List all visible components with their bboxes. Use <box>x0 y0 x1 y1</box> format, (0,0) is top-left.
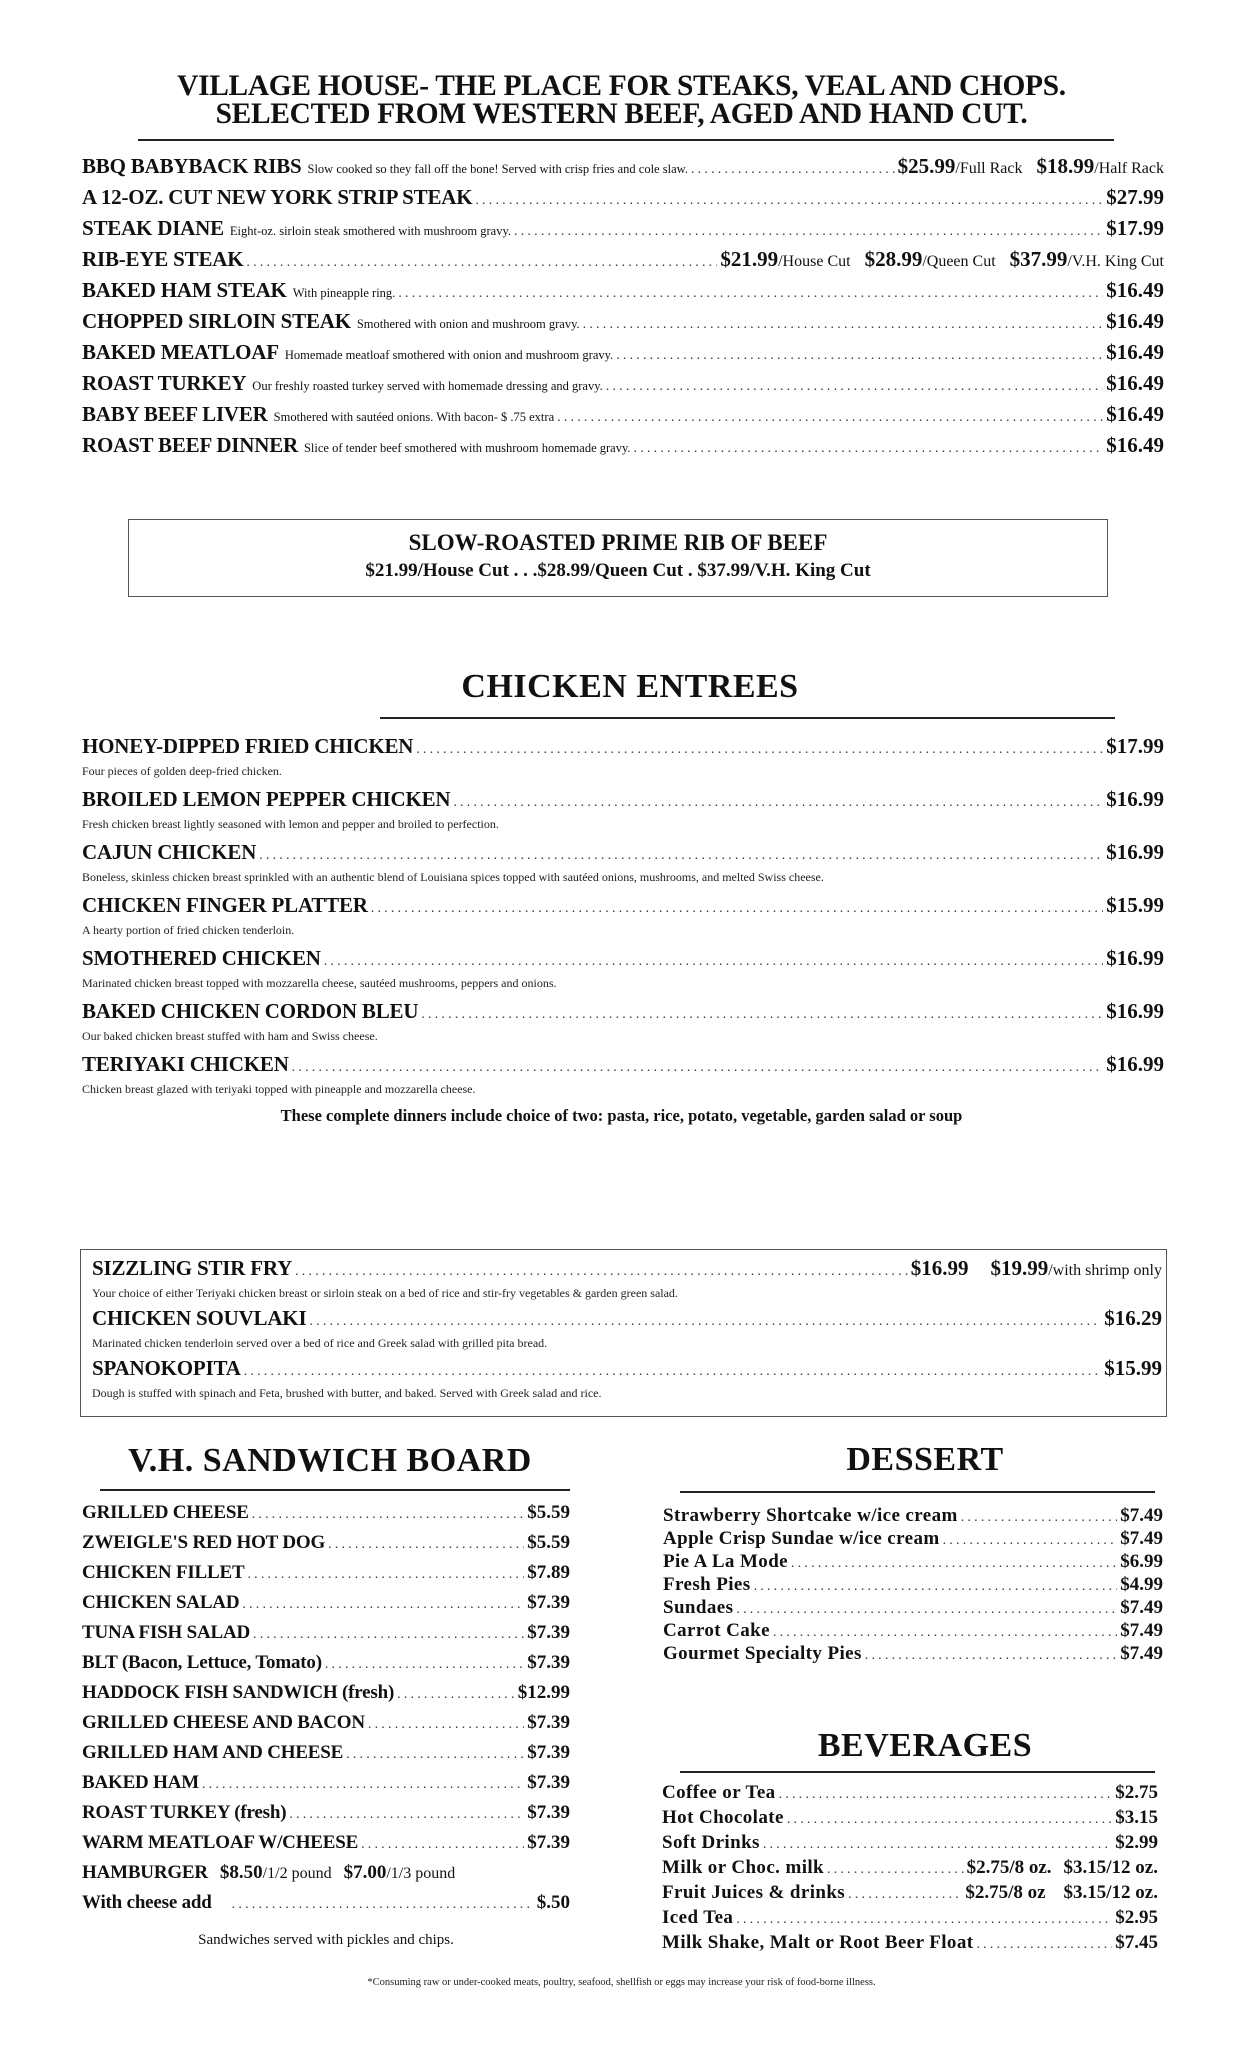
menu-item-coffee-or-tea <box>662 1782 1158 1804</box>
item-price: $2.75 <box>1115 1782 1158 1803</box>
item-name: Pie A La Mode <box>663 1551 788 1572</box>
item-price: $8.50 <box>219 1862 263 1883</box>
menu-item-soft-drinks <box>662 1832 1158 1854</box>
item-price: $16.49 <box>1106 433 1164 457</box>
dot-leader <box>292 1060 1104 1076</box>
menu-item-blt <box>82 1652 570 1674</box>
chicken-divider <box>380 717 1115 719</box>
item-price: $16.49 <box>1106 371 1164 395</box>
item-price: $28.99 <box>864 247 923 271</box>
menu-item-sizzling-stir-fry: SIZZLING STIR FRY ..... $16.99 $19.99/with shrimp only <box>92 1256 1162 1281</box>
item-price: $25.99 <box>897 154 956 178</box>
menu-item-grilled-cheese <box>82 1502 570 1524</box>
item-price: $16.99 <box>1106 1052 1164 1076</box>
dot-leader <box>691 162 895 178</box>
menu-item-red-hot-dog <box>82 1532 570 1554</box>
item-price: $16.99 <box>1106 946 1164 970</box>
item-desc: Marinated chicken breast topped with mozzarella cheese, sautéed mushrooms, peppers and onions. <box>82 976 557 990</box>
item-name: SMOTHERED CHICKEN <box>82 946 321 970</box>
menu-item-baked-chicken-cordon-bleu <box>82 999 1164 1024</box>
menu-item-milk <box>662 1857 1158 1879</box>
item-desc: Dough is stuffed with spinach and Feta, brushed with butter, and baked. Served with Greek salad and rice. <box>92 1386 602 1400</box>
item-desc: Your choice of either Teriyaki chicken breast or sirloin steak on a bed of rice and stir-fry vegetables & garden green salad. <box>92 1286 678 1300</box>
dot-leader <box>246 255 717 271</box>
menu-item-ny-strip-steak <box>82 185 1164 210</box>
item-price: $7.49 <box>1120 1620 1163 1641</box>
menu-header <box>110 69 1132 130</box>
item-name: WARM MEATLOAF W/CHEESE <box>82 1832 359 1853</box>
dot-leader <box>324 954 1104 970</box>
item-price: $7.39 <box>527 1802 570 1823</box>
menu-item-grilled-ham-cheese <box>82 1742 570 1764</box>
sandwich-section-title: V.H. SANDWICH BOARD <box>128 1442 532 1479</box>
prime-rib-prices: $21.99/House Cut . . .$28.99/Queen Cut . $37.99/V.H. King Cut <box>365 560 871 581</box>
item-price: $15.99 <box>1106 893 1164 917</box>
menu-item-sundaes <box>663 1597 1163 1619</box>
dot-leader <box>368 1717 524 1733</box>
item-price: $2.75/8 oz. <box>966 1857 1052 1878</box>
dot-leader <box>791 1556 1117 1572</box>
menu-item-milk-shake <box>662 1932 1158 1954</box>
item-name: BBQ BABYBACK RIBS <box>82 154 302 178</box>
dot-leader <box>557 410 1103 426</box>
beverages-section-title: BEVERAGES <box>817 1727 1033 1764</box>
item-name: CHICKEN SOUVLAKI <box>92 1306 307 1330</box>
item-price: $16.49 <box>1106 278 1164 302</box>
item-name: Apple Crisp Sundae w/ice cream <box>663 1528 940 1549</box>
chicken-section-title: CHICKEN ENTREES <box>461 668 799 705</box>
item-price: $12.99 <box>517 1682 570 1703</box>
item-price: $21.99 <box>720 247 779 271</box>
item-price: $16.49 <box>1106 402 1164 426</box>
item-price: $7.49 <box>1120 1643 1163 1664</box>
header-title-line2: SELECTED FROM WESTERN BEEF, AGED AND HAND CUT. <box>215 97 1028 130</box>
menu-item-haddock-fish-sandwich <box>82 1682 570 1704</box>
item-price: $7.39 <box>527 1772 570 1793</box>
dessert-divider <box>680 1491 1155 1493</box>
item-name: HONEY-DIPPED FRIED CHICKEN <box>82 734 414 758</box>
item-price: $16.99 <box>1106 787 1164 811</box>
dot-leader <box>247 1567 524 1583</box>
item-name: SPANOKOPITA <box>92 1356 241 1380</box>
item-name: SIZZLING STIR FRY <box>92 1256 293 1280</box>
item-name: With cheese add <box>82 1892 212 1913</box>
dot-leader <box>736 1912 1112 1928</box>
dot-leader <box>253 1627 524 1643</box>
menu-item-rib-eye-steak: RIB-EYE STEAK ..... $21.99/House Cut $28.99/Queen Cut $37.99/V.H. King Cut <box>82 247 1164 272</box>
dot-leader <box>961 1510 1118 1526</box>
item-desc: Homemade meatloaf smothered with onion and mushroom gravy. <box>284 348 614 362</box>
item-desc: A hearty portion of fried chicken tenderloin. <box>82 923 295 937</box>
menu-item-baked-meatloaf <box>82 340 1164 365</box>
dot-leader <box>421 1007 1103 1023</box>
item-name: Sundaes <box>663 1597 734 1618</box>
item-name: Strawberry Shortcake w/ice cream <box>663 1505 958 1526</box>
menu-item-strawberry-shortcake <box>663 1505 1163 1527</box>
menu-item-roast-beef-dinner <box>82 433 1164 458</box>
dot-leader <box>763 1837 1112 1853</box>
menu-item-cheese-add <box>82 1892 570 1914</box>
dot-leader <box>202 1777 524 1793</box>
dot-leader <box>453 795 1103 811</box>
dot-leader <box>252 1507 525 1523</box>
menu-item-roast-turkey <box>82 371 1164 396</box>
menu-item-baked-ham-steak <box>82 278 1164 303</box>
item-name: BAKED MEATLOAF <box>82 340 279 364</box>
menu-item-tuna-fish-salad <box>82 1622 570 1644</box>
item-price: $7.39 <box>527 1592 570 1613</box>
menu-item-chicken-fillet <box>82 1562 570 1584</box>
sandwich-note: Sandwiches served with pickles and chips. <box>198 1932 454 1948</box>
item-desc: Fresh chicken breast lightly seasoned with lemon and pepper and broiled to perfection. <box>82 817 499 831</box>
item-name: GRILLED CHEESE AND BACON <box>82 1712 365 1733</box>
dot-leader <box>634 441 1104 457</box>
menu-item-spanokopita <box>92 1356 1162 1381</box>
menu-item-roast-turkey-sandwich <box>82 1802 570 1824</box>
header-title-line1: VILLAGE HOUSE- THE PLACE FOR STEAKS, VEAL AND CHOPS. <box>177 69 1066 102</box>
item-desc: Our baked chicken breast stuffed with ham and Swiss cheese. <box>82 1029 378 1043</box>
dot-leader <box>397 1687 515 1703</box>
item-name: GRILLED HAM AND CHEESE <box>82 1742 344 1763</box>
dot-leader <box>514 224 1103 240</box>
item-price-shrimp: $19.99 <box>990 1256 1049 1280</box>
dot-leader <box>416 742 1103 758</box>
menu-item-carrot-cake <box>663 1620 1163 1642</box>
item-price: $18.99 <box>1036 154 1095 178</box>
item-desc: Boneless, skinless chicken breast sprinkled with an authentic blend of Louisiana spices topped with sautéed onions, mushrooms, and melted Swiss cheese. <box>82 870 824 884</box>
dot-leader <box>583 317 1104 333</box>
item-name: CHOPPED SIRLOIN STEAK <box>82 309 351 333</box>
item-name: ROAST TURKEY <box>82 371 247 395</box>
item-price: $16.99 <box>1106 999 1164 1023</box>
beverages-divider <box>680 1771 1155 1773</box>
item-name: CHICKEN FINGER PLATTER <box>82 893 368 917</box>
item-price: $7.49 <box>1120 1528 1163 1549</box>
menu-item-hot-chocolate <box>662 1807 1158 1829</box>
item-price: $7.39 <box>527 1652 570 1673</box>
item-desc: Smothered with sautéed onions. With bacon- $ .75 extra <box>273 410 555 424</box>
item-name: ROAST BEEF DINNER <box>82 433 298 457</box>
item-desc: Slice of tender beef smothered with mushroom homemade gravy. <box>303 441 631 455</box>
item-price: $7.49 <box>1120 1597 1163 1618</box>
item-price: $15.99 <box>1104 1356 1162 1380</box>
dot-leader <box>943 1533 1118 1549</box>
dinner-sides-note: These complete dinners include choice of two: pasta, rice, potato, vegetable, garden salad or soup <box>280 1106 963 1125</box>
menu-item-steak-diane <box>82 216 1164 241</box>
dot-leader <box>787 1812 1112 1828</box>
menu-item-iced-tea <box>662 1907 1158 1929</box>
item-price: $7.89 <box>527 1562 570 1583</box>
dot-leader <box>328 1537 524 1553</box>
item-name: Hot Chocolate <box>662 1807 784 1828</box>
menu-item-fruit-juices <box>662 1882 1158 1904</box>
item-name: HADDOCK FISH SANDWICH (fresh) <box>82 1682 395 1703</box>
menu-item-baked-ham <box>82 1772 570 1794</box>
food-safety-disclaimer: *Consuming raw or under-cooked meats, poultry, seafood, shellfish or eggs may increase your risk of food-borne illness. <box>367 1977 876 1988</box>
item-price: $4.99 <box>1120 1574 1163 1595</box>
dot-leader <box>848 1887 962 1903</box>
dot-leader <box>827 1862 964 1878</box>
dot-leader <box>361 1837 524 1853</box>
item-name: CHICKEN FILLET <box>82 1562 245 1583</box>
item-name: Gourmet Specialty Pies <box>663 1643 862 1664</box>
dot-leader <box>398 286 1103 302</box>
item-name: BROILED LEMON PEPPER CHICKEN <box>82 787 451 811</box>
menu-item-smothered-chicken <box>82 946 1164 971</box>
item-name: TERIYAKI CHICKEN <box>82 1052 289 1076</box>
item-price: $37.99 <box>1009 247 1068 271</box>
menu-item-chicken-finger-platter <box>82 893 1164 918</box>
item-price: $2.95 <box>1115 1907 1158 1928</box>
menu-item-hamburger: HAMBURGER $8.50/1/2 pound $7.00/1/3 pound <box>82 1862 456 1883</box>
item-desc: Chicken breast glazed with teriyaki topped with pineapple and mozzarella cheese. <box>82 1082 476 1096</box>
item-desc: Marinated chicken tenderloin served over a bed of rice and Greek salad with grilled pita bread. <box>92 1336 548 1350</box>
menu-item-fresh-pies <box>663 1574 1163 1596</box>
item-price: $7.39 <box>527 1622 570 1643</box>
menu-item-broiled-lemon-pepper-chicken <box>82 787 1164 812</box>
item-name: GRILLED CHEESE <box>82 1502 249 1523</box>
item-price: $16.49 <box>1106 309 1164 333</box>
item-price: $7.45 <box>1115 1932 1158 1953</box>
item-price: $17.99 <box>1106 734 1164 758</box>
item-name: ZWEIGLE'S RED HOT DOG <box>82 1532 326 1553</box>
item-desc: With pineapple ring. <box>292 286 396 300</box>
menu-item-chicken-souvlaki <box>92 1306 1162 1331</box>
item-name: Milk Shake, Malt or Root Beer Float <box>662 1932 974 1953</box>
item-name: BAKED HAM <box>82 1772 199 1793</box>
item-desc: Smothered with onion and mushroom gravy. <box>356 317 580 331</box>
item-name: Milk or Choc. milk <box>662 1857 825 1878</box>
item-name: BAKED CHICKEN CORDON BLEU <box>82 999 419 1023</box>
item-name: ROAST TURKEY (fresh) <box>82 1802 287 1823</box>
item-price: $16.29 <box>1104 1306 1162 1330</box>
dot-leader <box>616 348 1103 364</box>
item-price: $16.49 <box>1106 340 1164 364</box>
item-price: $5.59 <box>527 1502 570 1523</box>
item-price: $7.49 <box>1120 1505 1163 1526</box>
dot-leader <box>865 1648 1117 1664</box>
dot-leader <box>606 379 1103 395</box>
dot-leader <box>325 1657 524 1673</box>
item-price: $.50 <box>536 1892 570 1913</box>
item-price-large: $3.15/12 oz. <box>1063 1857 1158 1878</box>
menu-item-honey-dipped-fried-chicken <box>82 734 1164 759</box>
item-price: $2.75/8 oz <box>965 1882 1046 1903</box>
item-price: $7.39 <box>527 1742 570 1763</box>
dot-leader <box>371 901 1104 917</box>
menu-item-apple-crisp-sundae <box>663 1528 1163 1550</box>
item-price: $5.59 <box>527 1532 570 1553</box>
item-price: $7.39 <box>527 1712 570 1733</box>
item-price: $7.39 <box>527 1832 570 1853</box>
item-desc: Eight-oz. sirloin steak smothered with mushroom gravy. <box>229 224 512 238</box>
dot-leader <box>773 1625 1117 1641</box>
item-price: $16.99 <box>1106 840 1164 864</box>
dessert-section-title: DESSERT <box>846 1441 1004 1478</box>
item-desc: Four pieces of golden deep-fried chicken. <box>82 764 282 778</box>
prime-rib-box <box>128 519 1108 597</box>
item-desc: Our freshly roasted turkey served with homemade dressing and gravy. <box>252 379 603 393</box>
item-name: HAMBURGER <box>82 1862 208 1883</box>
menu-item-bbq-babyback-ribs: BBQ BABYBACK RIBS Slow cooked so they fall off the bone! Served with crisp fries and cole slaw. ..... $25.99/Full Rack $18.99/Half Rack <box>82 154 1164 179</box>
menu-item-chopped-sirloin-steak <box>82 309 1164 334</box>
dot-leader <box>475 193 1103 209</box>
menu-item-baby-beef-liver <box>82 402 1164 427</box>
dot-leader <box>309 1314 1101 1330</box>
item-price: $3.15 <box>1115 1807 1158 1828</box>
dot-leader <box>289 1807 524 1823</box>
item-price: $7.00 <box>343 1862 387 1883</box>
prime-rib-title: SLOW-ROASTED PRIME RIB OF BEEF <box>408 530 828 555</box>
menu-item-cajun-chicken <box>82 840 1164 865</box>
item-name: CHICKEN SALAD <box>82 1592 240 1613</box>
item-price: $16.99 <box>910 1256 969 1280</box>
item-price: $27.99 <box>1106 185 1164 209</box>
menu-item-grilled-cheese-bacon <box>82 1712 570 1734</box>
item-price: $6.99 <box>1120 1551 1163 1572</box>
dot-leader <box>295 1264 908 1280</box>
sandwich-divider <box>100 1489 570 1491</box>
item-name: Soft Drinks <box>662 1832 760 1853</box>
menu-item-chicken-salad <box>82 1592 570 1614</box>
item-price: $17.99 <box>1106 216 1164 240</box>
dot-leader <box>244 1364 1102 1380</box>
item-name: BAKED HAM STEAK <box>82 278 287 302</box>
item-name: STEAK DIANE <box>82 216 224 240</box>
menu-item-warm-meatloaf <box>82 1832 570 1854</box>
dot-leader <box>754 1579 1118 1595</box>
dot-leader <box>242 1597 524 1613</box>
item-name: RIB-EYE STEAK <box>82 247 244 271</box>
dot-leader <box>232 1897 534 1913</box>
item-price: $2.99 <box>1115 1832 1158 1853</box>
item-name: Carrot Cake <box>663 1620 770 1641</box>
item-desc: Slow cooked so they fall off the bone! Served with crisp fries and cole slaw. <box>307 162 688 176</box>
item-name: TUNA FISH SALAD <box>82 1622 251 1643</box>
item-name: CAJUN CHICKEN <box>82 840 257 864</box>
item-name: A 12-OZ. CUT NEW YORK STRIP STEAK <box>82 185 473 209</box>
item-name: Coffee or Tea <box>662 1782 776 1803</box>
header-divider <box>138 139 1114 141</box>
dot-leader <box>736 1602 1117 1618</box>
item-name: Iced Tea <box>662 1907 734 1928</box>
item-name: Fruit Juices & drinks <box>662 1882 846 1903</box>
dot-leader <box>259 848 1103 864</box>
menu-item-teriyaki-chicken <box>82 1052 1164 1077</box>
item-name: BLT (Bacon, Lettuce, Tomato) <box>82 1652 322 1673</box>
dot-leader <box>779 1787 1113 1803</box>
dot-leader <box>976 1937 1112 1953</box>
item-price-large: $3.15/12 oz. <box>1063 1882 1158 1903</box>
menu-item-pie-a-la-mode <box>663 1551 1163 1573</box>
menu-item-gourmet-specialty-pies <box>663 1643 1163 1665</box>
item-name: BABY BEEF LIVER <box>82 402 268 426</box>
item-name: Fresh Pies <box>663 1574 751 1595</box>
dot-leader <box>346 1747 524 1763</box>
